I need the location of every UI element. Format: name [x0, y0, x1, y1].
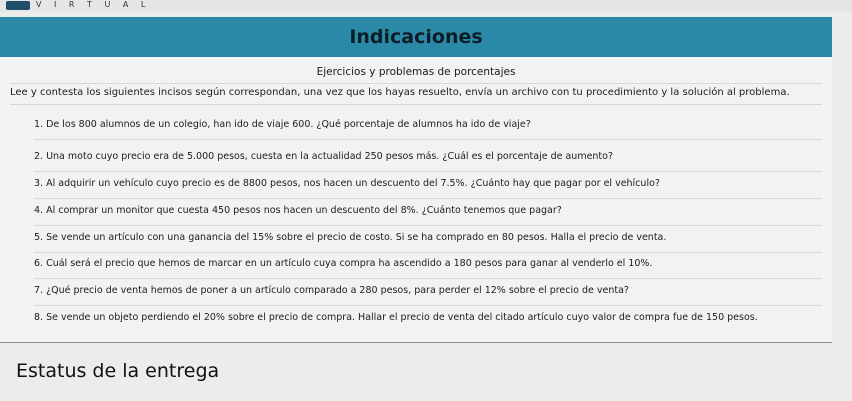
exercise-item: 4. Al comprar un monitor que cuesta 450 pesos nos hacen un descuento del 8%. ¿Cuánto tenemos que pagar?: [34, 205, 562, 216]
exercise-item: 6. Cuál será el precio que hemos de marcar en un artículo cuya compra ha ascendido a 180 pesos para ganar al venderlo el 10%.: [34, 258, 653, 269]
brand-text: V I R T U A L: [36, 0, 151, 9]
exercise-item: 2. Una moto cuyo precio era de 5.000 pesos, cuesta en la actualidad 250 pesos más. ¿Cuál es el porcentaje de aumento?: [34, 151, 614, 162]
divider: [34, 198, 822, 199]
divider: [34, 252, 822, 253]
top-bar: [0, 0, 852, 12]
divider: [10, 83, 822, 84]
instructions-panel: [0, 57, 832, 343]
divider: [34, 278, 822, 279]
divider: [34, 225, 822, 226]
intro-text: Lee y contesta los siguientes incisos según correspondan, una vez que los hayas resuelto, envía un archivo con tu procedimiento y la solución al problema.: [10, 87, 790, 98]
exercise-item: 5. Se vende un artículo con una ganancia del 15% sobre el precio de costo. Si se ha comprado en 80 pesos. Halla el precio de venta.: [34, 232, 667, 243]
exercise-item: 7. ¿Qué precio de venta hemos de poner a un artículo comparado a 280 pesos, para perder el 12% sobre el precio de venta?: [34, 285, 629, 296]
exercise-item: 8. Se vende un objeto perdiendo el 20% sobre el precio de compra. Hallar el precio de venta del citado artículo cuyo valor de compra fue de 150 pesos.: [34, 312, 758, 323]
divider: [10, 104, 822, 105]
divider: [34, 305, 822, 306]
page-title: Indicaciones: [349, 26, 483, 48]
instructions-header: [0, 17, 832, 57]
exercise-item: 3. Al adquirir un vehículo cuyo precio es de 8800 pesos, nos hacen un descuento del 7.5%. ¿Cuánto hay que pagar por el vehículo?: [34, 178, 660, 189]
divider: [34, 171, 822, 172]
delivery-status-heading: Estatus de la entrega: [16, 360, 220, 382]
exercise-item: 1. De los 800 alumnos de un colegio, han ido de viaje 600. ¿Qué porcentaje de alumnos ha ido de viaje?: [34, 119, 531, 130]
divider: [34, 139, 822, 140]
panel-subtitle: Ejercicios y problemas de porcentajes: [316, 66, 516, 78]
logo-icon: [6, 1, 30, 10]
